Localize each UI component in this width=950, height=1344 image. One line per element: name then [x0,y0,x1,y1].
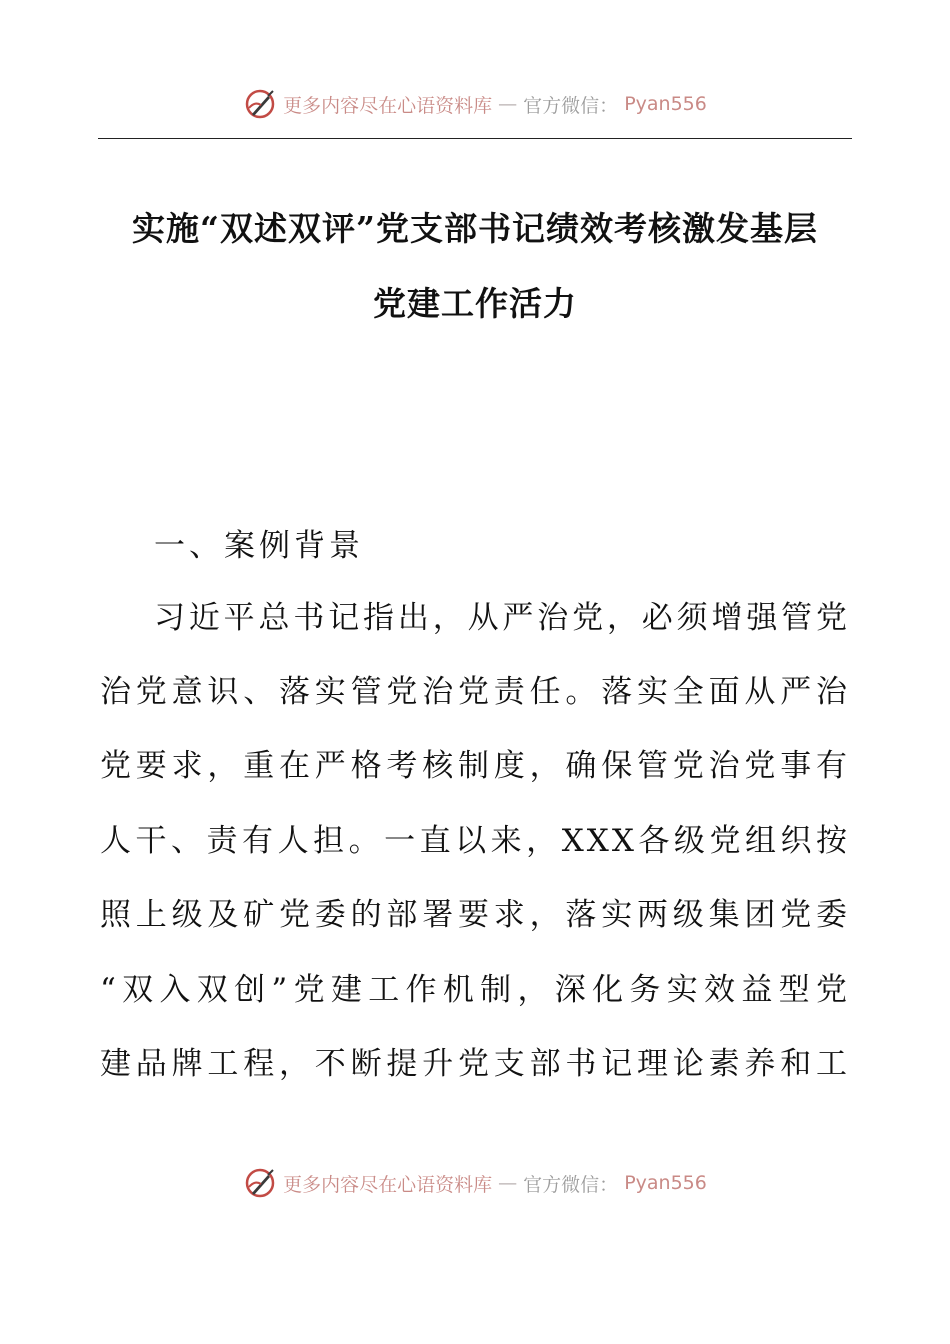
watermark-official: 官方微信： [523,94,619,117]
paragraph-line: “双入双创”党建工作机制，深化务实效益型党 [100,972,850,1008]
paragraph-line: 党要求，重在严格考核制度，确保管党治党事有 [100,748,850,784]
header-watermark [0,84,950,124]
watermark-separator: — [498,93,518,115]
section-heading: 一、案例背景 [154,528,364,564]
watermark-official: 官方微信： [523,1173,619,1196]
watermark-account: Pyan556 [624,93,707,115]
paragraph-line: 治党意识、落实管党治党责任。落实全面从严治 [100,674,850,710]
document-title-line-1: 实施“双述双评”党支部书记绩效考核激发基层 [132,209,818,248]
paragraph-line: 建品牌工程，不断提升党支部书记理论素养和工 [100,1046,850,1082]
paragraph-line: 照上级及矿党委的部署要求，落实两级集团党委 [100,897,850,933]
paragraph-line: 习近平总书记指出，从严治党，必须增强管党 [154,600,850,636]
watermark-site: 更多内容尽在心语资料库 [283,94,493,117]
paragraph-line: 人干、责有人担。一直以来，XXX各级党组织按 [100,823,850,859]
watermark-separator: — [498,1172,518,1194]
footer-watermark [0,1163,950,1203]
header-divider [98,138,852,139]
quill-pen-icon [243,1166,277,1200]
watermark-account: Pyan556 [624,1172,707,1194]
quill-pen-icon [243,87,277,121]
document-title-line-2: 党建工作活力 [373,284,577,323]
watermark-site: 更多内容尽在心语资料库 [283,1173,493,1196]
